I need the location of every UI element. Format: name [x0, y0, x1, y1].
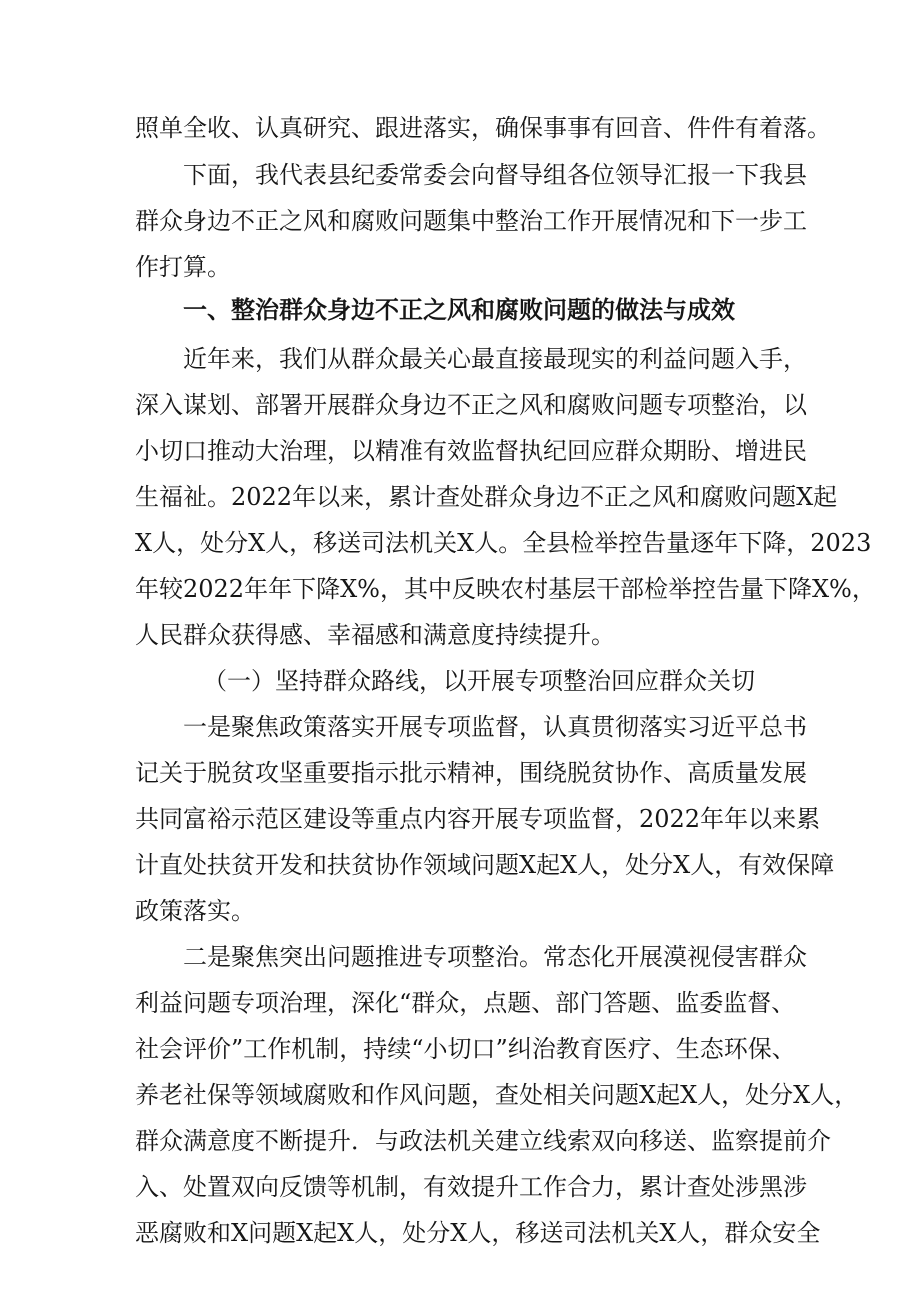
- text-line-15: 记关于脱贫攻坚重要指示批示精神，围绕脱贫协作、高质量发展: [135, 759, 807, 787]
- text-line-21: 社会评价”工作机制，持续“小切口”纠治教育医疗、生态环保、: [135, 1035, 796, 1063]
- text-line-10: X人，处分X人，移送司法机关X人。全县检举控告量逐年下降，2023: [135, 529, 872, 557]
- text-line-25: 恶腐败和X问题X起X人，处分X人，移送司法机关X人，群众安全: [135, 1219, 821, 1247]
- text-line-12: 人民群众获得感、幸福感和满意度持续提升。: [135, 621, 615, 649]
- text-line-7: 深入谋划、部署开展群众身边不正之风和腐败问题专项整治，以: [135, 391, 807, 419]
- text-line-1: 照单全收、认真研究、跟进落实，确保事事有回音、件件有着落。: [135, 114, 831, 142]
- text-line-18: 政策落实。: [135, 897, 255, 925]
- text-line-3: 群众身边不正之风和腐败问题集中整治工作开展情况和下一步工: [135, 207, 807, 235]
- text-line-23: 群众满意度不断提升．与政法机关建立线索双向移送、监察提前介: [135, 1127, 831, 1155]
- text-line-11: 年较2022年年下降X%，其中反映农村基层干部检举控告量下降X%，: [135, 575, 876, 603]
- text-line-19: 二是聚焦突出问题推进专项整治。常态化开展漠视侵害群众: [183, 943, 807, 971]
- text-line-22: 养老社保等领域腐败和作风问题，查处相关问题X起X人，处分X人，: [135, 1081, 859, 1109]
- text-line-8: 小切口推动大治理，以精准有效监督执纪回应群众期盼、增进民: [135, 437, 807, 465]
- subsection-heading-1: （一）坚持群众路线，以开展专项整治回应群众关切: [203, 667, 755, 695]
- section-heading-1: 一、整治群众身边不正之风和腐败问题的做法与成效: [183, 296, 735, 324]
- text-line-4: 作打算。: [135, 253, 231, 281]
- text-line-14: 一是聚焦政策落实开展专项监督，认真贯彻落实习近平总书: [183, 713, 807, 741]
- text-line-17: 计直处扶贫开发和扶贫协作领域问题X起X人，处分X人，有效保障: [135, 851, 835, 879]
- text-line-2: 下面，我代表县纪委常委会向督导组各位领导汇报一下我县: [183, 161, 807, 189]
- text-line-6: 近年来，我们从群众最关心最直接最现实的利益问题入手，: [183, 345, 807, 373]
- text-line-16: 共同富裕示范区建设等重点内容开展专项监督，2022年年以来累: [135, 805, 821, 833]
- text-line-9: 生福祉。2022年以来，累计查处群众身边不正之风和腐败问题X起: [135, 483, 838, 511]
- text-line-24: 入、处置双向反馈等机制，有效提升工作合力，累计查处涉黑涉: [135, 1173, 807, 1201]
- text-line-20: 利益问题专项治理，深化“群众，点题、部门答题、监委监督、: [135, 989, 796, 1017]
